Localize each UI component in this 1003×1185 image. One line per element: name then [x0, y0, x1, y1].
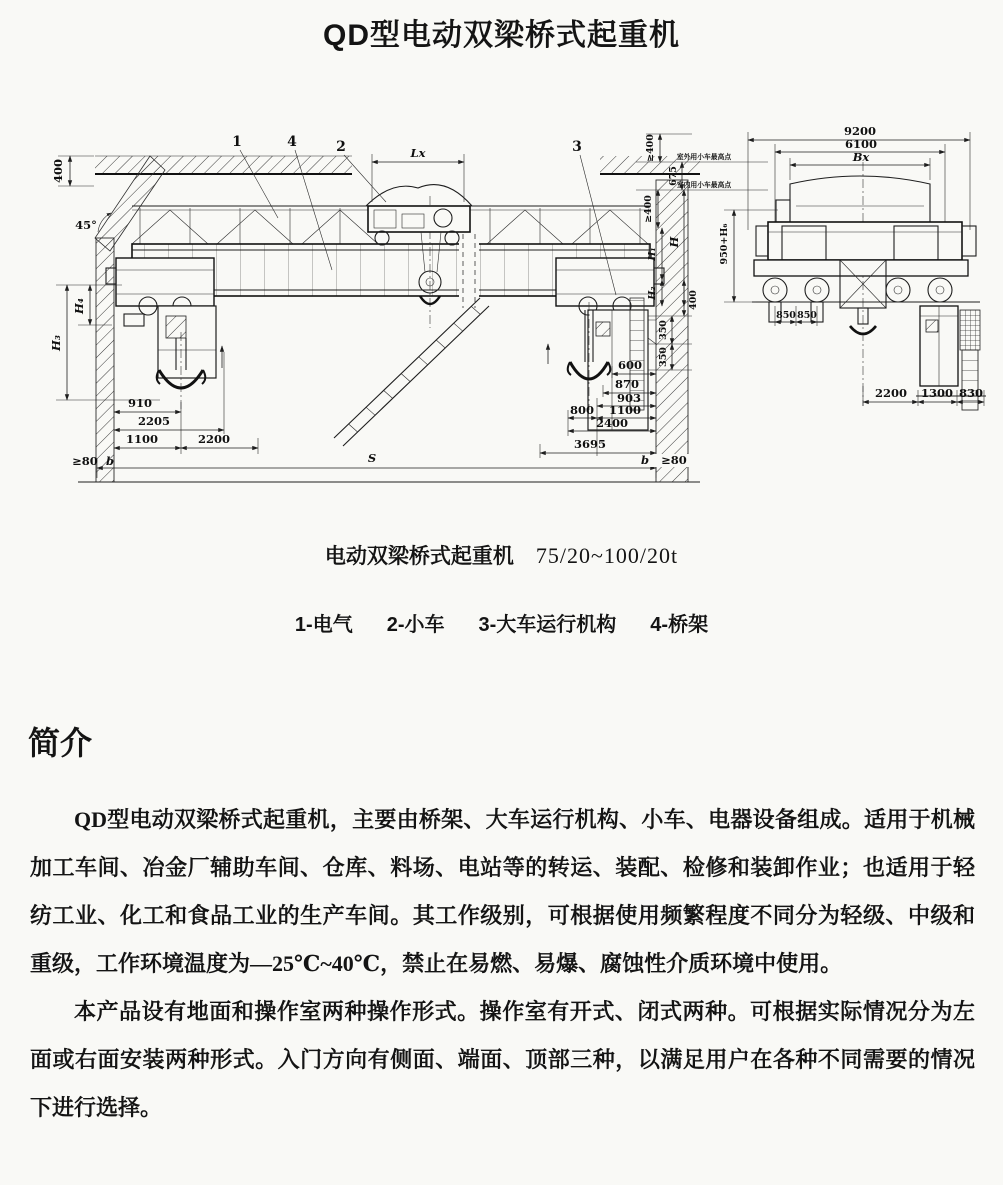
- legend-item-travel-mechanism: 3-大车运行机构: [478, 614, 617, 636]
- side-dims-top: [748, 124, 970, 230]
- reference-arrows: [222, 344, 548, 368]
- dim-lx: [372, 146, 464, 202]
- dim-label-830: 830: [958, 386, 984, 400]
- stairs: [334, 298, 489, 446]
- caption-spec: 75/20~100/20t: [535, 543, 679, 568]
- dim-span: [72, 451, 694, 478]
- intro-paragraph-2: 本产品设有地面和操作室两种操作形式。操作室有开式、闭式两种。可根据实际情况分为左面或右面安装两种形式。入门方向有侧面、端面、顶部三种，以满足用户在各种不同需要的情况下进行选择。: [30, 999, 975, 1120]
- intro-heading: 简介: [28, 725, 93, 761]
- callout-2: 2: [336, 139, 346, 155]
- legend-item-trolley: 2-小车: [386, 614, 445, 636]
- dim-label-850-a: 850: [776, 310, 796, 321]
- dim-label-b-right: b: [640, 453, 650, 467]
- side-bridge: [754, 222, 976, 276]
- dim-label-h4: H₄: [72, 298, 86, 314]
- figure-legend: [0, 608, 1003, 637]
- dim-label-850-b: 850: [797, 310, 817, 321]
- dim-label-350-a: 350: [658, 320, 669, 340]
- dim-label-h3: H₃: [49, 335, 63, 351]
- note-indoor-trolley-top: 室内用小车最高点: [676, 182, 732, 189]
- dim-label-1300: 1300: [920, 386, 954, 400]
- dim-label-870: 870: [614, 377, 640, 391]
- crane-drawing-svg: [0, 110, 1003, 492]
- callout-4: 4: [287, 134, 297, 150]
- caption-name: 电动双梁桥式起重机: [324, 545, 514, 568]
- dim-label-350-b: 350: [658, 347, 669, 367]
- intro-body: [30, 796, 975, 1132]
- dim-label-1100-right: 1100: [608, 403, 642, 417]
- legend-item-electrical: 1-电气: [294, 614, 353, 636]
- side-trolley: [776, 176, 930, 222]
- cab-left: [158, 306, 216, 378]
- dim-label-ge400-top: ≥400: [645, 134, 656, 162]
- dim-label-1100-left: 1100: [125, 432, 159, 446]
- dim-label-ge80-right: ≥80: [661, 453, 687, 467]
- dim-label-6100: 6100: [844, 137, 878, 151]
- page-title: QD型电动双梁桥式起重机: [323, 19, 680, 52]
- dim-label-400-topleft: 400: [51, 158, 65, 184]
- dim-label-2400: 2400: [595, 416, 629, 430]
- dim-label-s: S: [367, 451, 377, 465]
- callout-1: 1: [232, 134, 242, 150]
- dim-label-3695: 3695: [573, 437, 607, 451]
- dim-label-600: 600: [617, 358, 643, 372]
- dim-label-bx: Bx: [852, 150, 870, 164]
- dim-label-lx: Lx: [410, 146, 426, 160]
- dim-label-950-h6: 950+H₆: [719, 223, 730, 265]
- dim-label-800: 800: [569, 403, 595, 417]
- crane-figure: [0, 110, 1003, 492]
- dim-label-h: H: [667, 236, 681, 248]
- dim-label-910: 910: [127, 396, 153, 410]
- dim-label-ge80-left: ≥80: [72, 454, 98, 468]
- dim-label-675: 675: [668, 166, 679, 186]
- dim-label-ge400-mid: ≥400: [643, 195, 654, 223]
- dim-label-903: 903: [616, 391, 642, 405]
- intro-paragraph-1: QD型电动双梁桥式起重机，主要由桥架、大车运行机构、小车、电器设备组成。适用于机械加工车间、冶金厂辅助车间、仓库、料场、电站等的转运、装配、检修和装卸作业；也适用于轻纺工业、化工和食品工业的生产车间。其工作级别，可根据使用频繁程度不同分为轻级、中级和重级，工作环境温度为—25℃~40℃，禁止在易燃、易爆、腐蚀性介质环境中使用。: [30, 807, 975, 976]
- dim-label-400-right: 400: [688, 290, 699, 310]
- dim-label-2200-left: 2200: [197, 432, 231, 446]
- dim-label-2205: 2205: [137, 414, 171, 428]
- dim-label-b-left: b: [105, 454, 115, 468]
- figure-caption: [0, 540, 1003, 570]
- callout-3: 3: [572, 139, 582, 155]
- dim-label-45deg: 45°: [75, 218, 97, 232]
- dim-label-9200: 9200: [843, 124, 877, 138]
- main-view: [49, 134, 768, 482]
- dim-label-h1: H₁: [647, 247, 658, 261]
- dim-label-h2: H₂: [647, 286, 658, 300]
- side-view: [719, 124, 986, 410]
- legend-item-bridge: 4-桥架: [650, 614, 709, 636]
- dim-label-2200-side: 2200: [874, 386, 908, 400]
- note-outdoor-trolley-top: 室外用小车最高点: [676, 154, 732, 161]
